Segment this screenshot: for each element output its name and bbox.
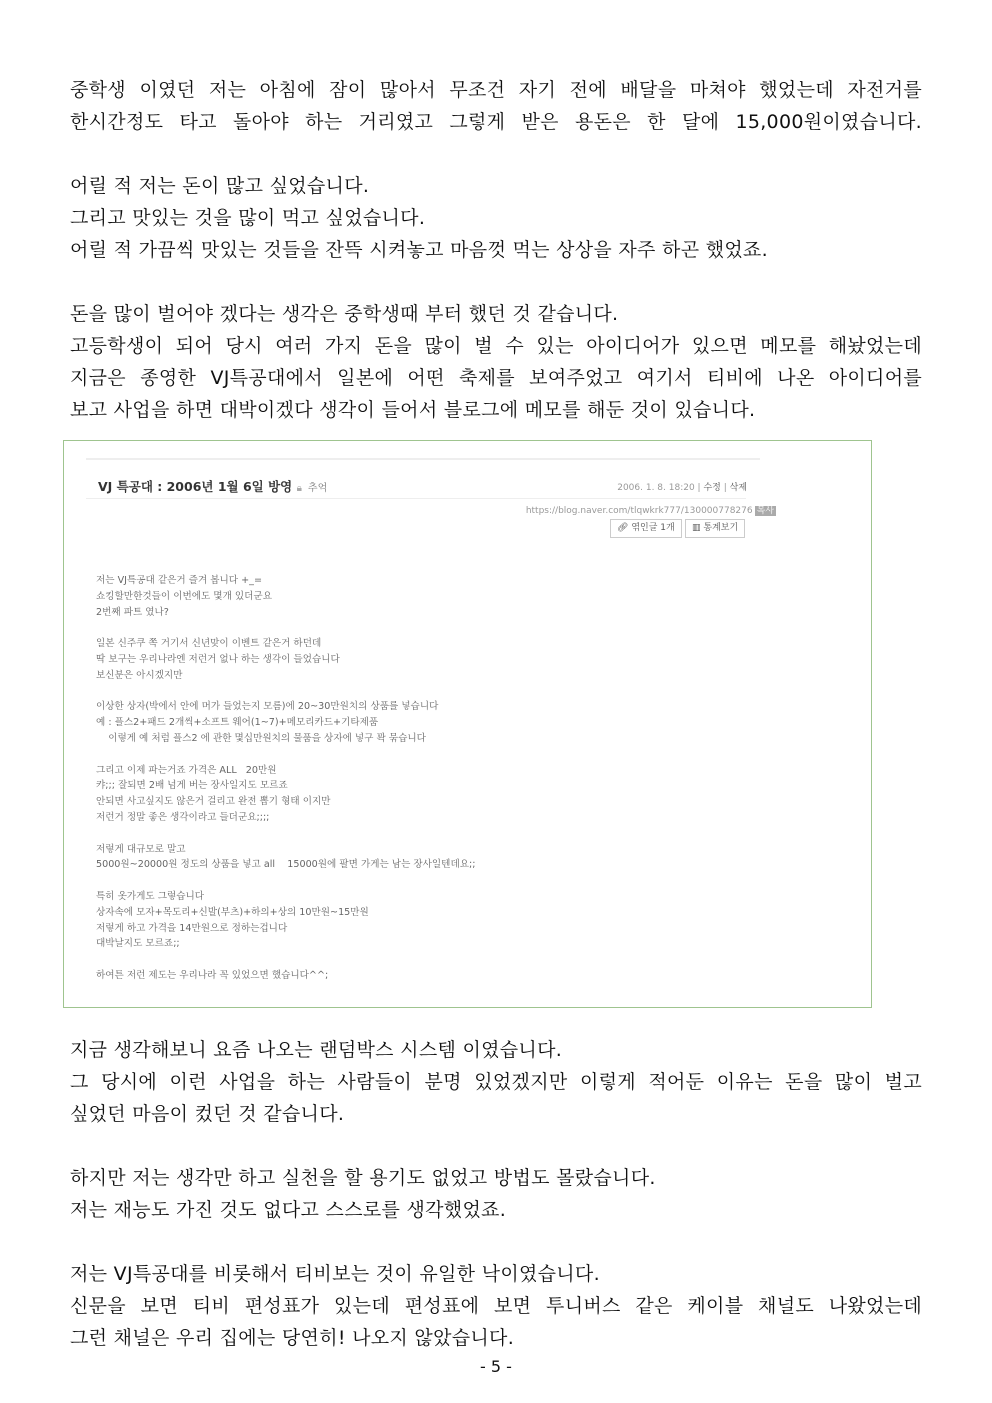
text-line: 지금은 종영한 VJ특공대에서 일본에 어떤 축제를 보여주었고 여기서 티비에 나온 아이디어를 bbox=[70, 367, 922, 389]
text-line: 보고 사업을 하면 대박이겠다 생각이 들어서 블로그에 메모를 해둔 것이 있습니다. bbox=[70, 399, 756, 421]
text-line: 신문을 보면 티비 편성표가 있는데 편성표에 보면 투니버스 같은 케이블 채널도 나왔었는데 bbox=[70, 1295, 922, 1317]
text-line: 고등학생이 되어 당시 여러 가지 돈을 많이 벌 수 있는 아이디어가 있으면 메모를 해놨었는데 bbox=[70, 335, 922, 357]
text-line: 어릴 적 저는 돈이 많고 싶었습니다. bbox=[70, 175, 370, 197]
text-line: 그리고 맛있는 것을 많이 먹고 싶었습니다. bbox=[70, 207, 426, 229]
text-line: 하지만 저는 생각만 하고 실천을 할 용기도 없었고 방법도 몰랐습니다. bbox=[70, 1167, 656, 1189]
blog-category: 추억 bbox=[307, 483, 328, 494]
stats-label: 통계보기 bbox=[703, 523, 739, 533]
page-number: - 5 - bbox=[480, 1357, 512, 1376]
trackback-button[interactable] bbox=[610, 519, 682, 538]
text-line: 저는 재능도 가진 것도 없다고 스스로를 생각했었죠. bbox=[70, 1199, 507, 1221]
divider bbox=[86, 458, 760, 460]
stats-button[interactable] bbox=[685, 519, 745, 538]
url-text: https://blog.naver.com/tlqwkrk777/130000778276 bbox=[525, 506, 753, 516]
text-line: 그런 채널은 우리 집에는 당연히! 나오지 않았습니다. bbox=[70, 1327, 515, 1349]
text-line: 그 당시에 이런 사업을 하는 사람들이 분명 있었겠지만 이렇게 적어둔 이유는 돈을 많이 벌고 bbox=[70, 1071, 922, 1093]
post-meta: 2006. 1. 8. 18:20 | 수정 | 삭제 bbox=[617, 483, 747, 493]
delete-link[interactable]: 삭제 bbox=[729, 483, 747, 493]
text-line: 한시간정도 타고 돌아야 하는 거리였고 그렇게 받은 용돈은 한 달에 15,000원이였습니다. bbox=[70, 111, 922, 133]
edit-link[interactable]: 수정 bbox=[703, 483, 721, 493]
text-line: 중학생 이였던 저는 아침에 잠이 많아서 무조건 자기 전에 배달을 마쳐야 했었는데 자전거를 bbox=[70, 79, 922, 101]
link-icon: 🔗︎ bbox=[617, 523, 629, 533]
text-line: 돈을 많이 벌어야 겠다는 생각은 중학생때 부터 했던 것 같습니다. bbox=[70, 303, 619, 325]
chart-icon: ▥ bbox=[692, 523, 701, 533]
text-line: 싶었던 마음이 컸던 것 같습니다. bbox=[70, 1103, 345, 1125]
copy-button[interactable]: 복사 bbox=[756, 506, 774, 516]
post-url bbox=[526, 503, 776, 516]
blog-post-title bbox=[98, 477, 327, 495]
blog-screenshot bbox=[63, 440, 872, 1008]
trackback-label: 엮인글 1개 bbox=[631, 523, 675, 533]
text-line: 저는 VJ특공대를 비롯해서 티비보는 것이 유일한 낙이였습니다. bbox=[70, 1263, 600, 1285]
divider bbox=[86, 498, 746, 499]
text-line: 어릴 적 가끔씩 맛있는 것들을 잔뜩 시켜놓고 마음껏 먹는 상상을 자주 하곤 했었죠. bbox=[70, 239, 768, 261]
blog-post-body: 저는 VJ특공대 같은거 즐겨 봅니다 +_= 쇼킹할만한것들이 이번에도 몇개 있더군요 2번째 파트 였나? 일본 신주쿠 쪽 거기서 신년맞이 이벤트 같은거 하던데 딱 보구는 우리나라엔 저런거 없나 하는 생각이 들었습니다 보신분은 아시겠지만 이상한 상자(박에서 안에 머가 들었는지 모름)에 20~30만원치의 상품를 넣습니다 예 : 플스2+패드 2개씩+소프트 웨어(1~7)+메모리카드+기타제품 이렇게 예 처럼 플스2 에 관한 몇십만원치의 물품을 상자에 넣구 꽉 묶습니다 그리고 이제 파는거죠 가격은 ALL 20만원 캬;;; 잘되면 2배 넘게 버는 장사일지도 모르죠 안되면 사고싶지도 않은거 걸리고 완전 뽑기 형태 이지만 저런거 정말 좋은 생각이라고 들더군요;;;; 저렇게 대규모로 말고 5000원~20000원 정도의 상품을 넣고 all 15000원에 팔면 가게는 남는 장사일텐데요;; 특히 옷가게도 그렇습니다 상자속에 모자+목도리+신발(부츠)+하의+상의 10만원~15만원 저렇게 하고 가격을 14만원으로 정하는겁니다 대박날지도 모르죠;; 하여튼 저런 제도는 우리나라 꼭 있었으면 했습니다^^; bbox=[96, 575, 476, 981]
text-line: 지금 생각해보니 요즘 나오는 랜덤박스 시스템 이였습니다. bbox=[70, 1039, 563, 1061]
post-date: 2006. 1. 8. 18:20 bbox=[617, 483, 695, 493]
lock-icon: 🔒︎ bbox=[296, 483, 302, 494]
title-text: VJ 특공대 : 2006년 1월 6일 방영 bbox=[98, 479, 293, 494]
